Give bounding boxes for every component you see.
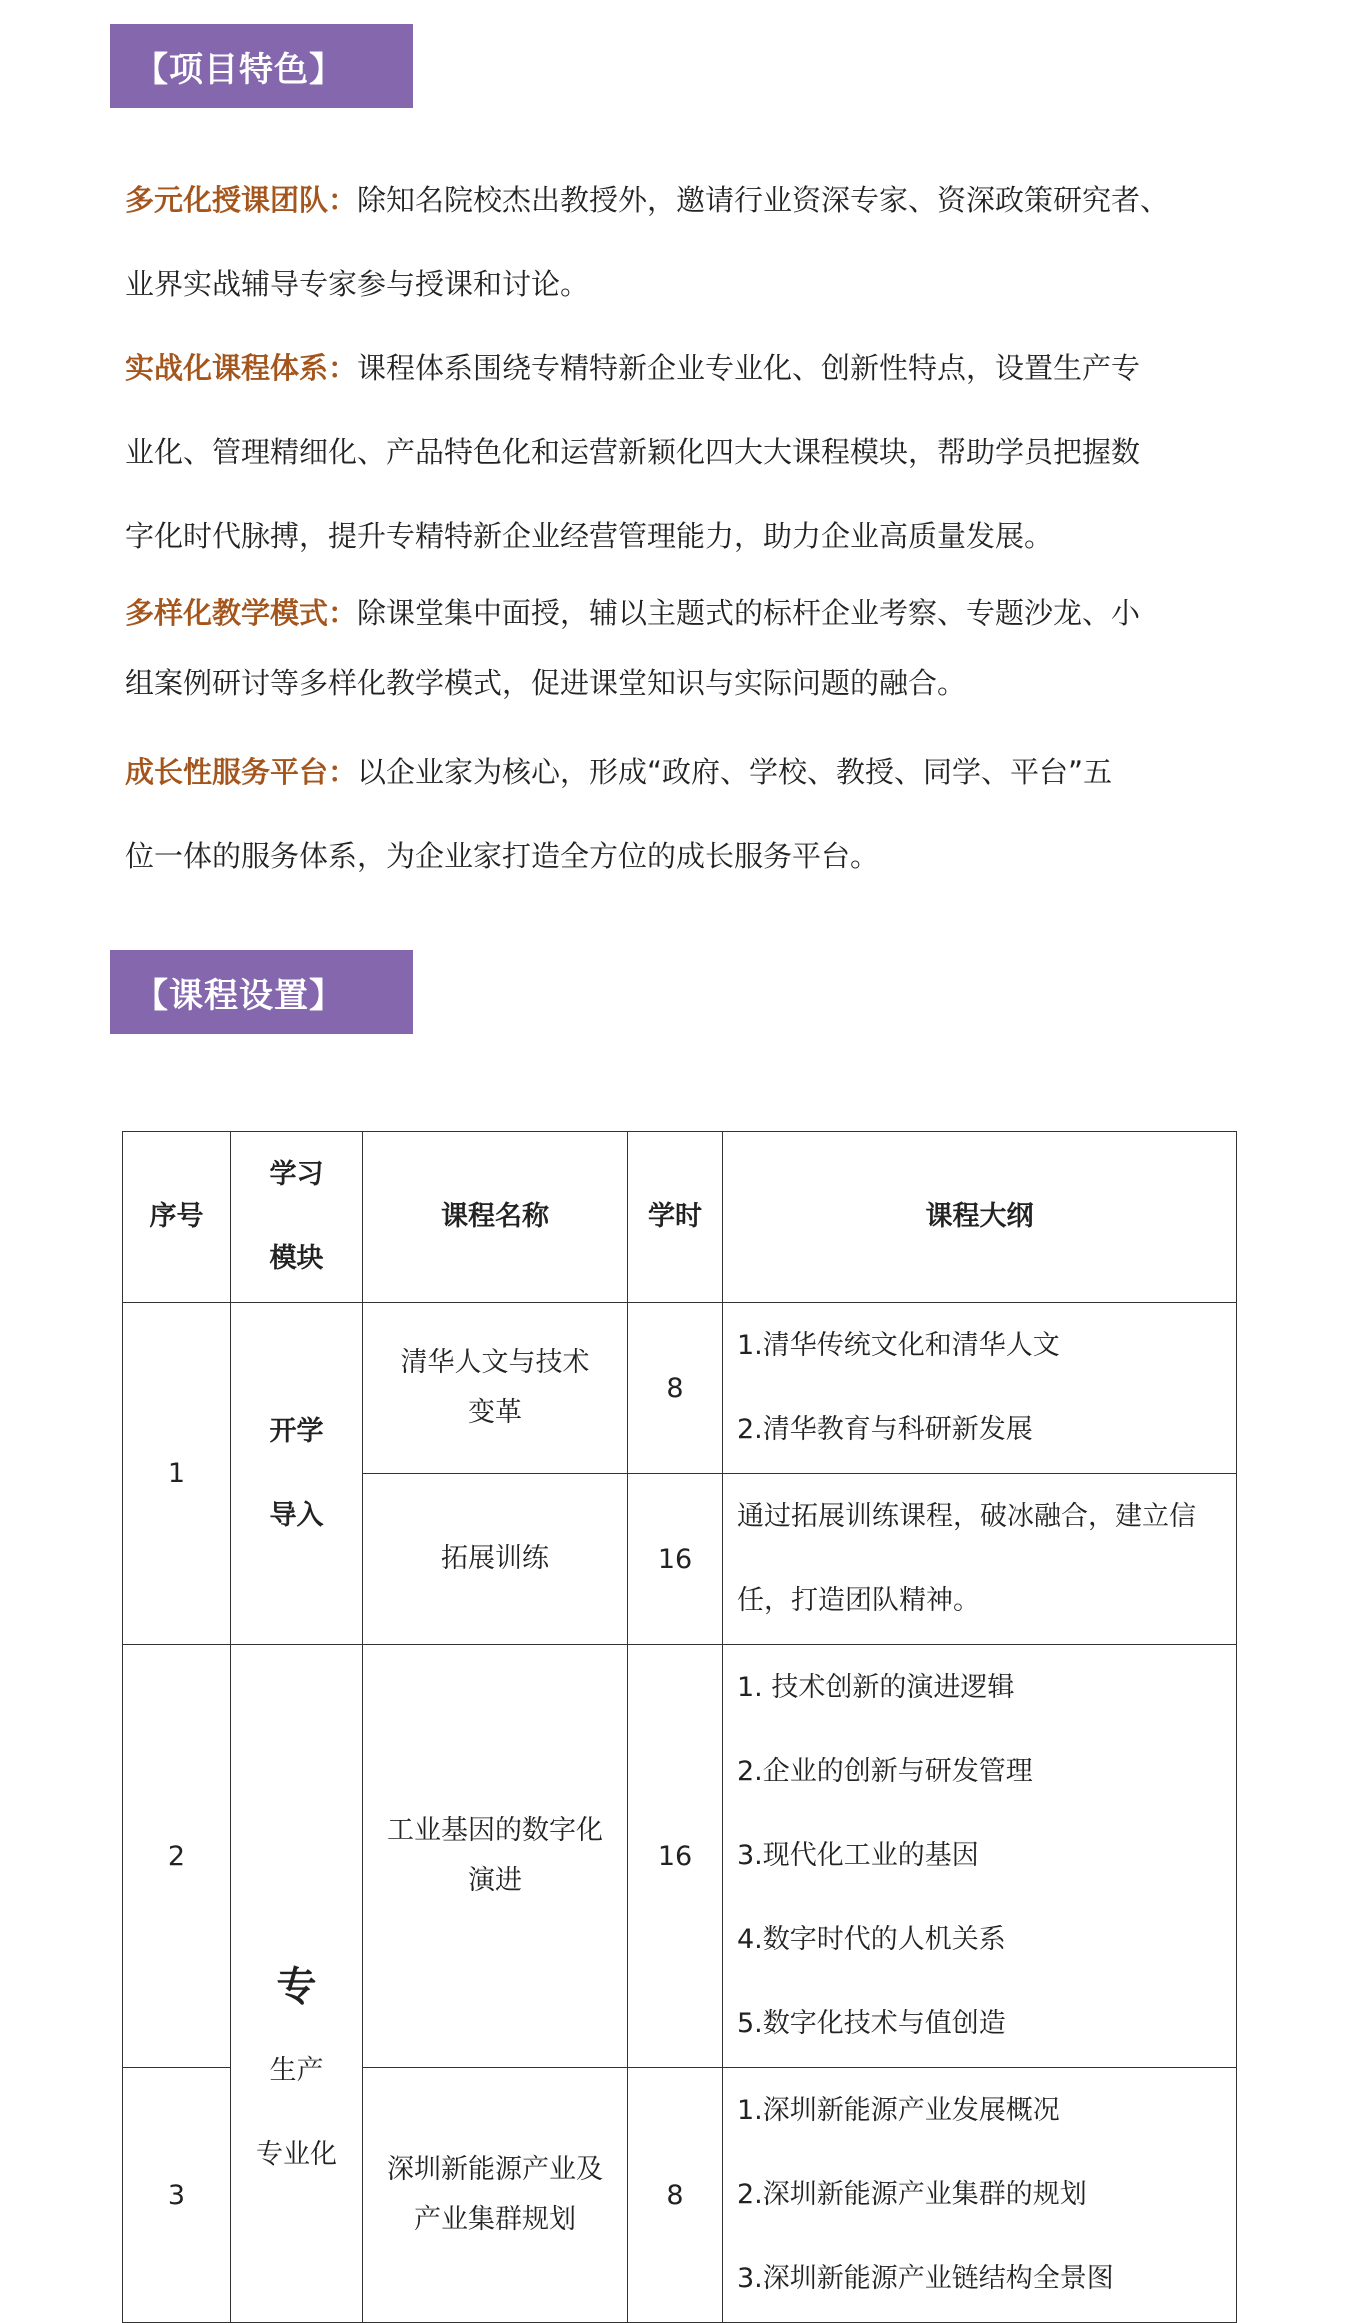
header-outline: 课程大纲 xyxy=(723,1132,1237,1303)
cell-course-name: 清华人文与技术 变革 xyxy=(363,1303,628,1474)
feature-text: 除课堂集中面授，辅以主题式的标杆企业考察、专题沙龙、小 xyxy=(357,596,1141,630)
feature-text: 课程体系围绕专精特新企业专业化、创新性特点，设置生产专 xyxy=(357,351,1141,385)
table-row xyxy=(123,1645,1237,2068)
cell-outline: 1. 技术创新的演进逻辑 2.企业的创新与研发管理 3.现代化工业的基因 4.数字时代的人机关系 5.数字化技术与值创造 xyxy=(723,1645,1237,2068)
cell-outline: 1.清华传统文化和清华人文 2.清华教育与科研新发展 xyxy=(723,1303,1237,1474)
feature-text: 以企业家为核心，形成“政府、学校、教授、同学、平台”五 xyxy=(357,755,1113,789)
cell-index: 2 xyxy=(123,1645,231,2068)
feature-text: 业化、管理精细化、产品特色化和运营新颖化四大大课程模块，帮助学员把握数 xyxy=(125,435,1141,469)
table-header-row xyxy=(123,1132,1237,1303)
cell-hours: 8 xyxy=(628,2068,723,2323)
feature-text: 除知名院校杰出教授外，邀请行业资深专家、资深政策研究者、 xyxy=(357,183,1170,217)
cell-index: 3 xyxy=(123,2068,231,2323)
cell-module: 专 生产 专业化 xyxy=(231,1645,363,2323)
feature-text: 业界实战辅导专家参与授课和讨论。 xyxy=(125,267,590,301)
section-title: 【课程设置】 xyxy=(134,975,344,1016)
feature-item xyxy=(125,578,1245,718)
feature-title: 多元化授课团队： xyxy=(125,183,358,217)
feature-text: 字化时代脉搏，提升专精特新企业经营管理能力，助力企业高质量发展。 xyxy=(125,519,1054,553)
feature-title: 成长性服务平台： xyxy=(125,755,358,789)
header-hours: 学时 xyxy=(628,1132,723,1303)
cell-course-name: 深圳新能源产业及 产业集群规划 xyxy=(363,2068,628,2323)
cell-course-name: 工业基因的数字化 演进 xyxy=(363,1645,628,2068)
cell-hours: 16 xyxy=(628,1474,723,1645)
cell-outline: 1.深圳新能源产业发展概况 2.深圳新能源产业集群的规划 3.深圳新能源产业链结构全景图 xyxy=(723,2068,1237,2323)
cell-course-name: 拓展训练 xyxy=(363,1474,628,1645)
header-index: 序号 xyxy=(123,1132,231,1303)
feature-list xyxy=(125,158,1245,898)
course-table xyxy=(122,1131,1237,2323)
section-title: 【项目特色】 xyxy=(134,49,344,90)
header-module: 学习 模块 xyxy=(231,1132,363,1303)
cell-index: 1 xyxy=(123,1303,231,1645)
feature-item xyxy=(125,730,1245,898)
header-course-name: 课程名称 xyxy=(363,1132,628,1303)
feature-item xyxy=(125,326,1245,578)
cell-hours: 8 xyxy=(628,1303,723,1474)
cell-outline: 通过拓展训练课程，破冰融合，建立信 任，打造团队精神。 xyxy=(723,1474,1237,1645)
section-header-features xyxy=(110,24,413,108)
cell-module: 开学 导入 xyxy=(231,1303,363,1645)
cell-hours: 16 xyxy=(628,1645,723,2068)
feature-item xyxy=(125,158,1245,326)
feature-text: 位一体的服务体系，为企业家打造全方位的成长服务平台。 xyxy=(125,839,880,873)
feature-title: 实战化课程体系： xyxy=(125,351,358,385)
feature-text: 组案例研讨等多样化教学模式，促进课堂知识与实际问题的融合。 xyxy=(125,666,967,700)
feature-title: 多样化教学模式： xyxy=(125,596,358,630)
section-header-courses xyxy=(110,950,413,1034)
table-row xyxy=(123,1303,1237,1474)
